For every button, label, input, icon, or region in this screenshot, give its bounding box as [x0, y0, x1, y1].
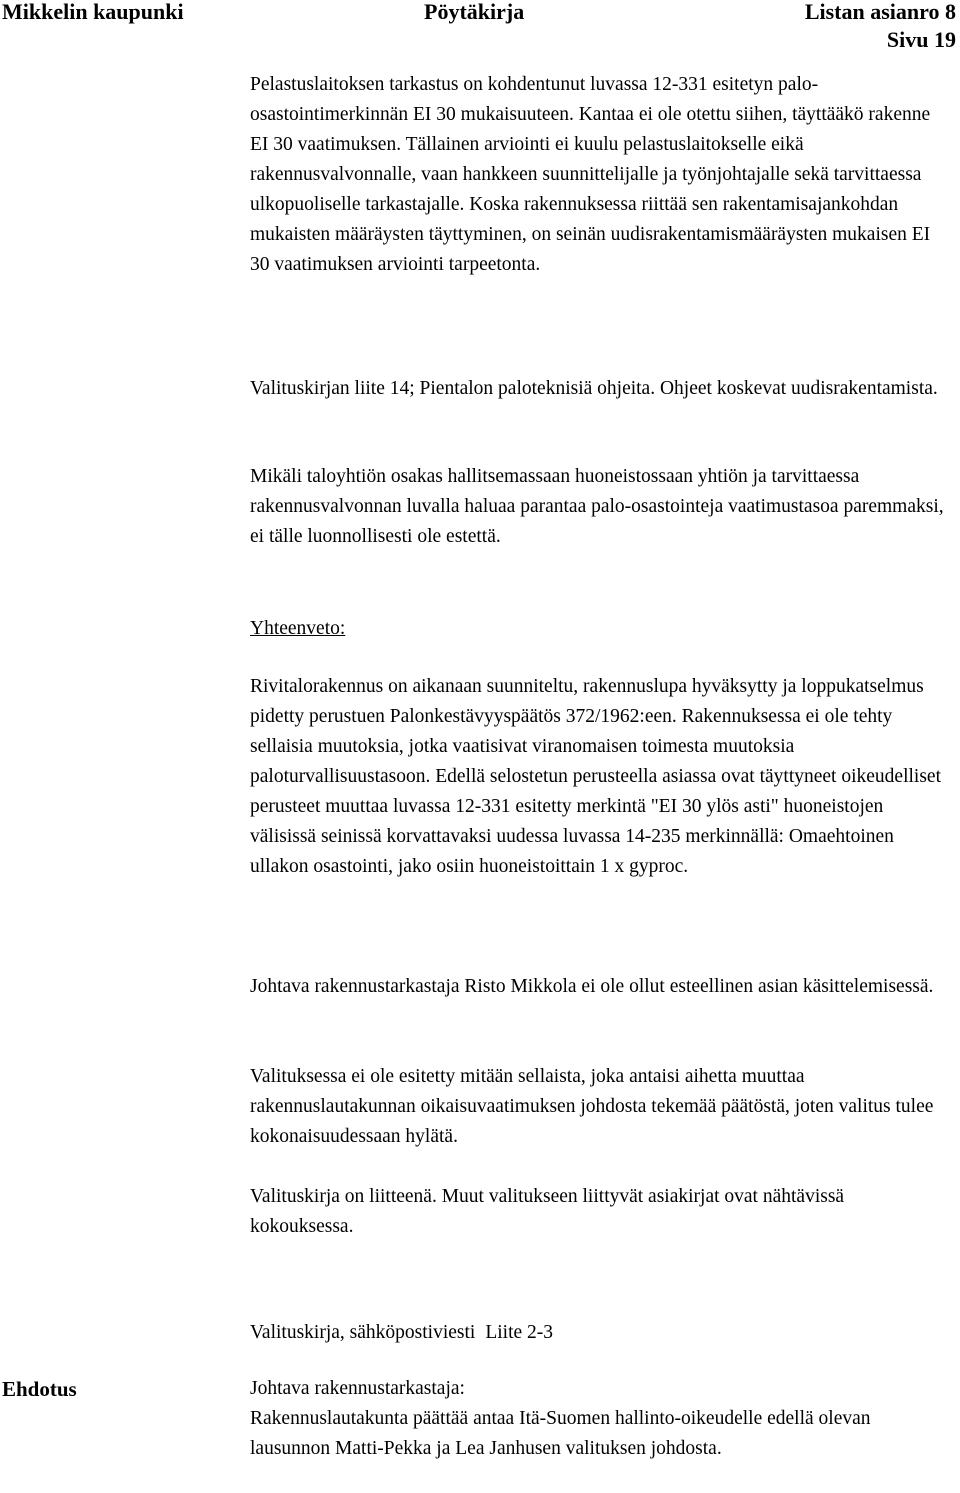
attachments-appendix: Liite 2-3: [485, 1322, 554, 1343]
attachments-line: [250, 1318, 950, 1348]
document-type: Pöytäkirja: [424, 0, 525, 24]
proposal-presenter: Johtava rakennustarkastaja:: [250, 1378, 465, 1399]
proposal-label: Ehdotus: [2, 1377, 77, 1401]
paragraph-rejection: Valituksessa ei ole esitetty mitään sellaista, joka antaisi aihetta muuttaa rakennuslautakunnan oikaisuvaatimuksen johdosta tekemää päätöstä, joten valitus tulee kokonaisuudessaan hylätä.: [250, 1066, 934, 1147]
paragraph-appendix-14: Valituskirjan liite 14; Pientalon paloteknisiä ohjeita. Ohjeet koskevat uudisrakentamista.: [250, 378, 938, 399]
summary-heading: Yhteenveto:: [250, 618, 346, 639]
paragraph-summary: Rivitalorakennus on aikanaan suunniteltu, rakennuslupa hyväksytty ja loppukatselmus pidetty perustuen Palonkestävyyspäätös 372/1962:een. Rakennuksessa ei ole tehty sellaisia muutoksia, jotka vaatisivat viranomaisen toimesta muutoksia paloturvallisuustasoon. Edellä selostetun perusteella asiassa ovat täyttyneet oikeudelliset perusteet muuttaa luvassa 12-331 esitetty merkintä "EI 30 ylös asti" huoneistojen välisissä seinissä korvattavaksi uudessa luvassa 14-235 merkinnällä: Omaehtoinen ullakon osastointi, jako osiin huoneistoittain 1 x gyproc.: [250, 676, 941, 877]
paragraph-attachment-note: Valituskirja on liitteenä. Muut valitukseen liittyvät asiakirjat ovat nähtävissä kokouksessa.: [250, 1186, 845, 1237]
page-number: Sivu 19: [886, 27, 956, 52]
proposal-text: Rakennuslautakunta päättää antaa Itä-Suomen hallinto-oikeudelle edellä olevan lausunnon Matti-Pekka ja Lea Janhusen valituksen johdosta.: [250, 1408, 871, 1459]
attachments-items: Valituskirja, sähköpostiviesti: [250, 1322, 476, 1343]
paragraph-inspection: Pelastuslaitoksen tarkastus on kohdentunut luvassa 12-331 esitetyn palo-osastointimerkinnän EI 30 mukaisuuteen. Kantaa ei ole otettu siihen, täyttääkö rakenne EI 30 vaatimuksen. Tällainen arviointi ei kuulu pelastuslaitokselle eikä rakennusvalvonnalle, vaan hankkeen suunnittelijalle ja työnjohtajalle sekä tarvittaessa ulkopuoliselle tarkastajalle. Koska rakennuksessa riittää sen rakentamisajankohdan mukaisten määräysten täyttyminen, on seinän uudisrakentamismääräysten mukaisen EI 30 vaatimuksen arviointi tarpeetonta.: [250, 74, 931, 275]
municipality-name: Mikkelin kaupunki: [2, 0, 184, 24]
paragraph-disqualification: Johtava rakennustarkastaja Risto Mikkola ei ole ollut esteellinen asian käsittelemisessä.: [250, 976, 934, 997]
paragraph-shareholder: Mikäli taloyhtiön osakas hallitsemassaan huoneistossaan yhtiön ja tarvittaessa rakennusvalvonnan luvalla haluaa parantaa palo-osastointeja vaatimustasoa paremmaksi, ei tälle luonnollisesti ole estettä.: [250, 466, 944, 547]
agenda-item-number: Listan asianro 8: [804, 0, 956, 24]
